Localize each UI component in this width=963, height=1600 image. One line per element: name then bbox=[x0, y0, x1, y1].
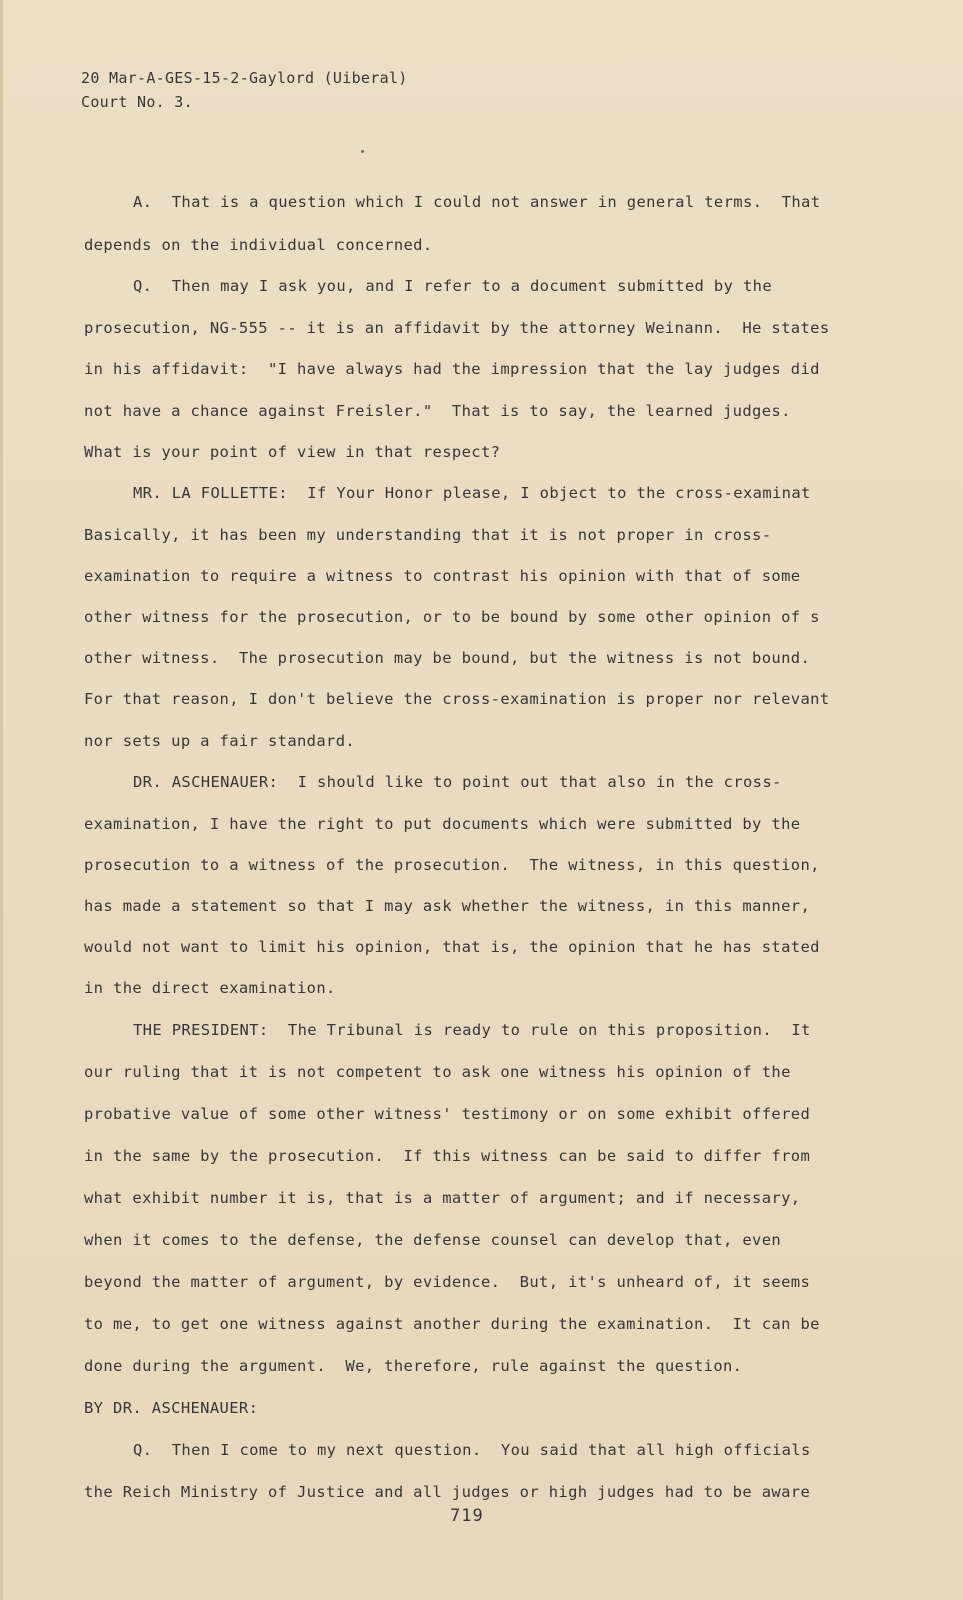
transcript-line: Q. Then may I ask you, and I refer to a document submitted by the bbox=[133, 277, 772, 295]
transcript-line: DR. ASCHENAUER: I should like to point out that also in the cross- bbox=[133, 773, 782, 791]
transcript-line: when it comes to the defense, the defense counsel can develop that, even bbox=[84, 1231, 782, 1249]
header-case-line: 20 Mar-A-GES-15-2-Gaylord (Uiberal) bbox=[81, 69, 408, 87]
transcript-line: has made a statement so that I may ask whether the witness, in this manner, bbox=[84, 897, 811, 915]
ink-speck bbox=[361, 150, 364, 153]
page-edge bbox=[0, 0, 3, 1600]
transcript-line: would not want to limit his opinion, that is, the opinion that he has stated bbox=[84, 938, 820, 956]
transcript-line: done during the argument. We, therefore, rule against the question. bbox=[84, 1357, 743, 1375]
header-court-line: Court No. 3. bbox=[81, 93, 193, 111]
transcript-line: in the same by the prosecution. If this witness can be said to differ from bbox=[84, 1147, 811, 1165]
transcript-line: A. That is a question which I could not answer in general terms. That bbox=[133, 193, 821, 211]
transcript-line: in the direct examination. bbox=[84, 979, 336, 997]
transcript-line: BY DR. ASCHENAUER: bbox=[84, 1399, 259, 1417]
transcript-line: the Reich Ministry of Justice and all judges or high judges had to be aware bbox=[84, 1483, 811, 1501]
transcript-line: in his affidavit: "I have always had the impression that the lay judges did bbox=[84, 360, 820, 378]
transcript-line: our ruling that it is not competent to ask one witness his opinion of the bbox=[84, 1063, 791, 1081]
page-number: 719 bbox=[450, 1506, 484, 1526]
transcript-line: nor sets up a fair standard. bbox=[84, 732, 356, 750]
transcript-line: What is your point of view in that respect? bbox=[84, 443, 501, 461]
transcript-line: examination, I have the right to put documents which were submitted by the bbox=[84, 815, 801, 833]
transcript-line: beyond the matter of argument, by evidence. But, it's unheard of, it seems bbox=[84, 1273, 811, 1291]
transcript-line: Q. Then I come to my next question. You said that all high officials bbox=[133, 1441, 811, 1459]
transcript-line: depends on the individual concerned. bbox=[84, 236, 433, 254]
transcript-line: what exhibit number it is, that is a matter of argument; and if necessary, bbox=[84, 1189, 801, 1207]
transcript-line: probative value of some other witness' testimony or on some exhibit offered bbox=[84, 1105, 811, 1123]
transcript-line: For that reason, I don't believe the cross-examination is proper nor relevant bbox=[84, 690, 830, 708]
transcript-line: not have a chance against Freisler." That is to say, the learned judges. bbox=[84, 402, 791, 420]
transcript-line: MR. LA FOLLETTE: If Your Honor please, I object to the cross-examinat bbox=[133, 484, 811, 502]
transcript-line: other witness for the prosecution, or to be bound by some other opinion of s bbox=[84, 608, 820, 626]
transcript-line: Basically, it has been my understanding that it is not proper in cross- bbox=[84, 526, 772, 544]
transcript-line: THE PRESIDENT: The Tribunal is ready to rule on this proposition. It bbox=[133, 1021, 811, 1039]
transcript-line: prosecution to a witness of the prosecution. The witness, in this question, bbox=[84, 856, 820, 874]
transcript-line: to me, to get one witness against another during the examination. It can be bbox=[84, 1315, 820, 1333]
document-header bbox=[81, 66, 408, 114]
transcript-line: examination to require a witness to contrast his opinion with that of some bbox=[84, 567, 801, 585]
transcript-line: prosecution, NG-555 -- it is an affidavit by the attorney Weinann. He states bbox=[84, 319, 830, 337]
transcript-line: other witness. The prosecution may be bound, but the witness is not bound. bbox=[84, 649, 811, 667]
